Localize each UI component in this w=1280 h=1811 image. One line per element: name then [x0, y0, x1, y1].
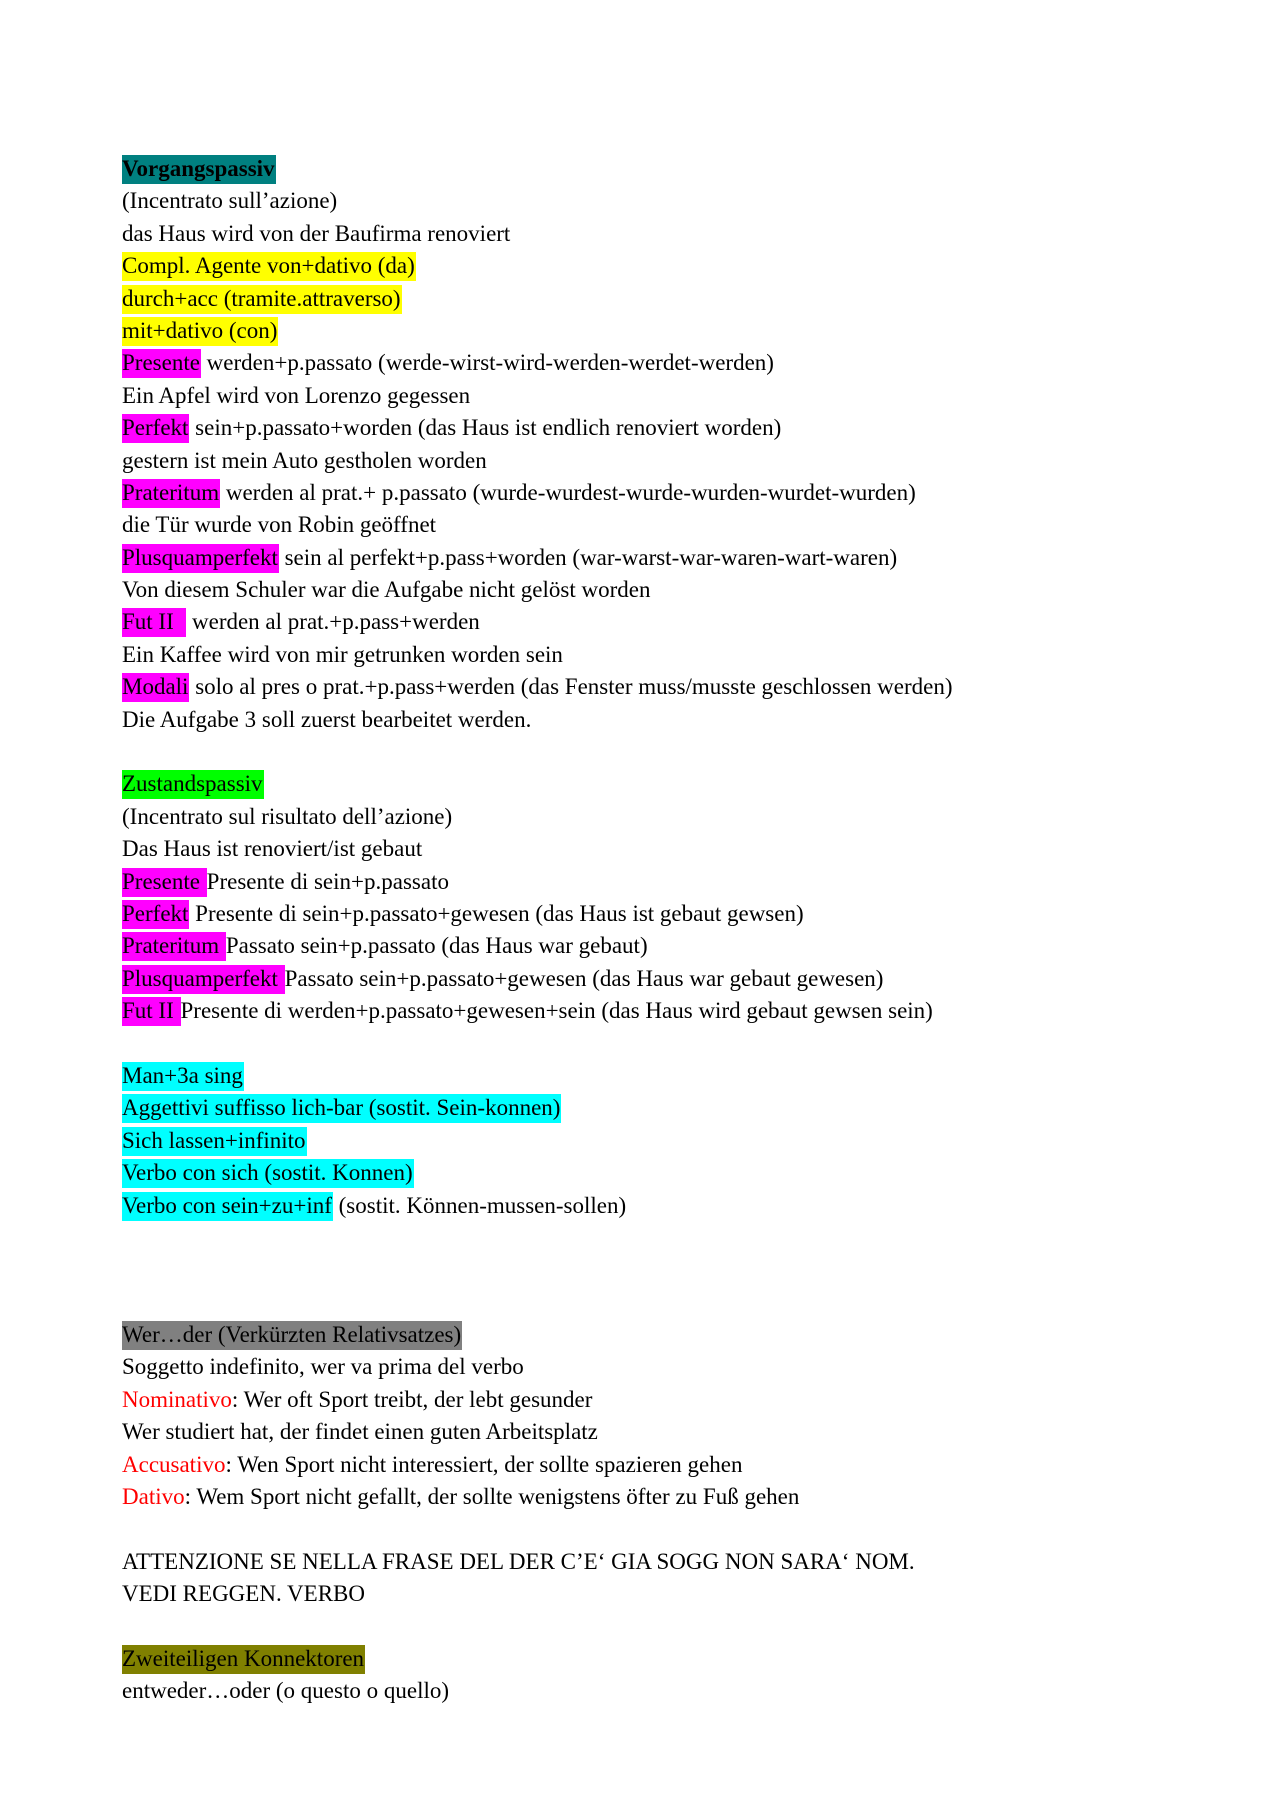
example-line: gestern ist mein Auto gestholen worden [122, 447, 487, 473]
tense-label: Prateritum [122, 479, 220, 508]
tense-text: sein al perfekt+p.pass+worden (war-warst-war-waren-wart-waren) [278, 544, 898, 570]
text-line [122, 315, 1202, 347]
text-line [122, 250, 1202, 282]
tense-line [122, 995, 1202, 1027]
text-line [122, 1157, 1202, 1189]
text-line [122, 1092, 1202, 1124]
section-heading-konnektoren [122, 1643, 1202, 1675]
case-text: : Wen Sport nicht interessiert, der sollte spazieren gehen [225, 1451, 743, 1477]
tense-label: Presente [122, 868, 207, 897]
tense-line [122, 898, 1202, 930]
yellow-highlight: mit+dativo (con) [122, 317, 278, 346]
heading-highlight: Zustandspassiv [122, 770, 264, 799]
plain-text: (sostit. Können-mussen-sollen) [332, 1192, 627, 1218]
tense-label: Prateritum [122, 932, 226, 961]
example-line: die Tür wurde von Robin geöffnet [122, 512, 437, 538]
blank-line [122, 1254, 1202, 1286]
example-line: Die Aufgabe 3 soll zuerst bearbeitet werden. [122, 706, 532, 732]
tense-text: Passato sein+p.passato (das Haus war gebaut) [225, 933, 648, 959]
blank-line [122, 1611, 1202, 1643]
tense-label: Plusquamperfekt [122, 965, 285, 994]
section-heading-wer-der [122, 1319, 1202, 1351]
heading-highlight: Vorgangspassiv [122, 155, 276, 184]
text-line: Wer studiert hat, der findet einen guten Arbeitsplatz [122, 1419, 598, 1445]
text-line: das Haus wird von der Baufirma renoviert [122, 220, 511, 246]
tense-text: Presente di sein+p.passato [206, 868, 449, 894]
tense-line [122, 671, 1202, 703]
cyan-highlight: Verbo con sich (sostit. Konnen) [122, 1159, 414, 1188]
heading-highlight: Wer…der (Verkürzten Relativsatzes) [122, 1321, 462, 1350]
case-label: Nominativo [122, 1386, 232, 1412]
text-line [122, 1190, 1202, 1222]
tense-label: Modali [122, 673, 189, 702]
blank-line [122, 1222, 1202, 1254]
tense-line [122, 606, 1202, 638]
yellow-highlight: durch+acc (tramite.attraverso) [122, 285, 402, 314]
case-line [122, 1481, 1202, 1513]
tense-line [122, 963, 1202, 995]
yellow-highlight: Compl. Agente von+dativo (da) [122, 252, 416, 281]
tense-text: Presente di werden+p.passato+gewesen+sein (das Haus wird gebaut gewsen sein) [180, 998, 933, 1024]
tense-text: werden+p.passato (werde-wirst-wird-werden-werdet-werden) [200, 350, 774, 376]
tense-label: Fut II [122, 997, 181, 1026]
section-heading-zustandspassiv [122, 768, 1202, 800]
blank-line [122, 1287, 1202, 1319]
tense-text: Presente di sein+p.passato+gewesen (das Haus ist gebaut gewsen) [189, 900, 804, 926]
tense-line [122, 412, 1202, 444]
case-line [122, 1449, 1202, 1481]
tense-label: Presente [122, 349, 201, 378]
attention-line: ATTENZIONE SE NELLA FRASE DEL DER C’E‘ GIA SOGG NON SARA‘ NOM. [122, 1548, 915, 1574]
case-text: : Wem Sport nicht gefallt, der sollte wenigstens öfter zu Fuß gehen [184, 1484, 800, 1510]
tense-line [122, 542, 1202, 574]
example-line: Von diesem Schuler war die Aufgabe nicht gelöst worden [122, 577, 651, 603]
cyan-highlight: Sich lassen+infinito [122, 1127, 307, 1156]
text-line: Das Haus ist renoviert/ist gebaut [122, 836, 423, 862]
attention-line: VEDI REGGEN. VERBO [122, 1581, 365, 1607]
example-line: Ein Kaffee wird von mir getrunken worden sein [122, 641, 563, 667]
tense-line [122, 930, 1202, 962]
text-line: Soggetto indefinito, wer va prima del verbo [122, 1354, 524, 1380]
tense-line [122, 347, 1202, 379]
tense-label: Fut II [122, 608, 186, 637]
tense-text: werden al prat.+p.pass+werden [186, 609, 480, 635]
case-line [122, 1384, 1202, 1416]
case-label: Dativo [122, 1484, 185, 1510]
text-line: (Incentrato sul risultato dell’azione) [122, 803, 453, 829]
case-label: Accusativo [122, 1451, 226, 1477]
heading-highlight: Zweiteiligen Konnektoren [122, 1645, 365, 1674]
example-line: Ein Apfel wird von Lorenzo gegessen [122, 382, 471, 408]
cyan-highlight: Aggettivi suffisso lich-bar (sostit. Sein-konnen) [122, 1094, 561, 1123]
text-line: (Incentrato sull’azione) [122, 188, 338, 214]
text-line [122, 283, 1202, 315]
blank-line [122, 736, 1202, 768]
tense-label: Perfekt [122, 900, 189, 929]
tense-text: solo al pres o prat.+p.pass+werden (das Fenster muss/musste geschlossen werden) [189, 674, 953, 700]
tense-line [122, 866, 1202, 898]
text-line [122, 1060, 1202, 1092]
text-line [122, 1125, 1202, 1157]
blank-line [122, 1513, 1202, 1545]
tense-text: werden al prat.+ p.passato (wurde-wurdest-wurde-wurden-wurdet-wurden) [220, 479, 916, 505]
tense-line [122, 477, 1202, 509]
cyan-highlight: Man+3a sing [122, 1062, 244, 1091]
tense-label: Plusquamperfekt [122, 544, 279, 573]
blank-line [122, 1028, 1202, 1060]
section-heading-vorgangspassiv [122, 153, 1202, 185]
tense-label: Perfekt [122, 414, 189, 443]
document-page [122, 153, 1202, 1708]
case-text: : Wer oft Sport treibt, der lebt gesunder [231, 1386, 593, 1412]
tense-text: Passato sein+p.passato+gewesen (das Haus war gebaut gewesen) [284, 965, 884, 991]
cyan-highlight: Verbo con sein+zu+inf [122, 1192, 333, 1221]
tense-text: sein+p.passato+worden (das Haus ist endlich renoviert worden) [189, 415, 782, 441]
text-line: entweder…oder (o questo o quello) [122, 1678, 450, 1704]
